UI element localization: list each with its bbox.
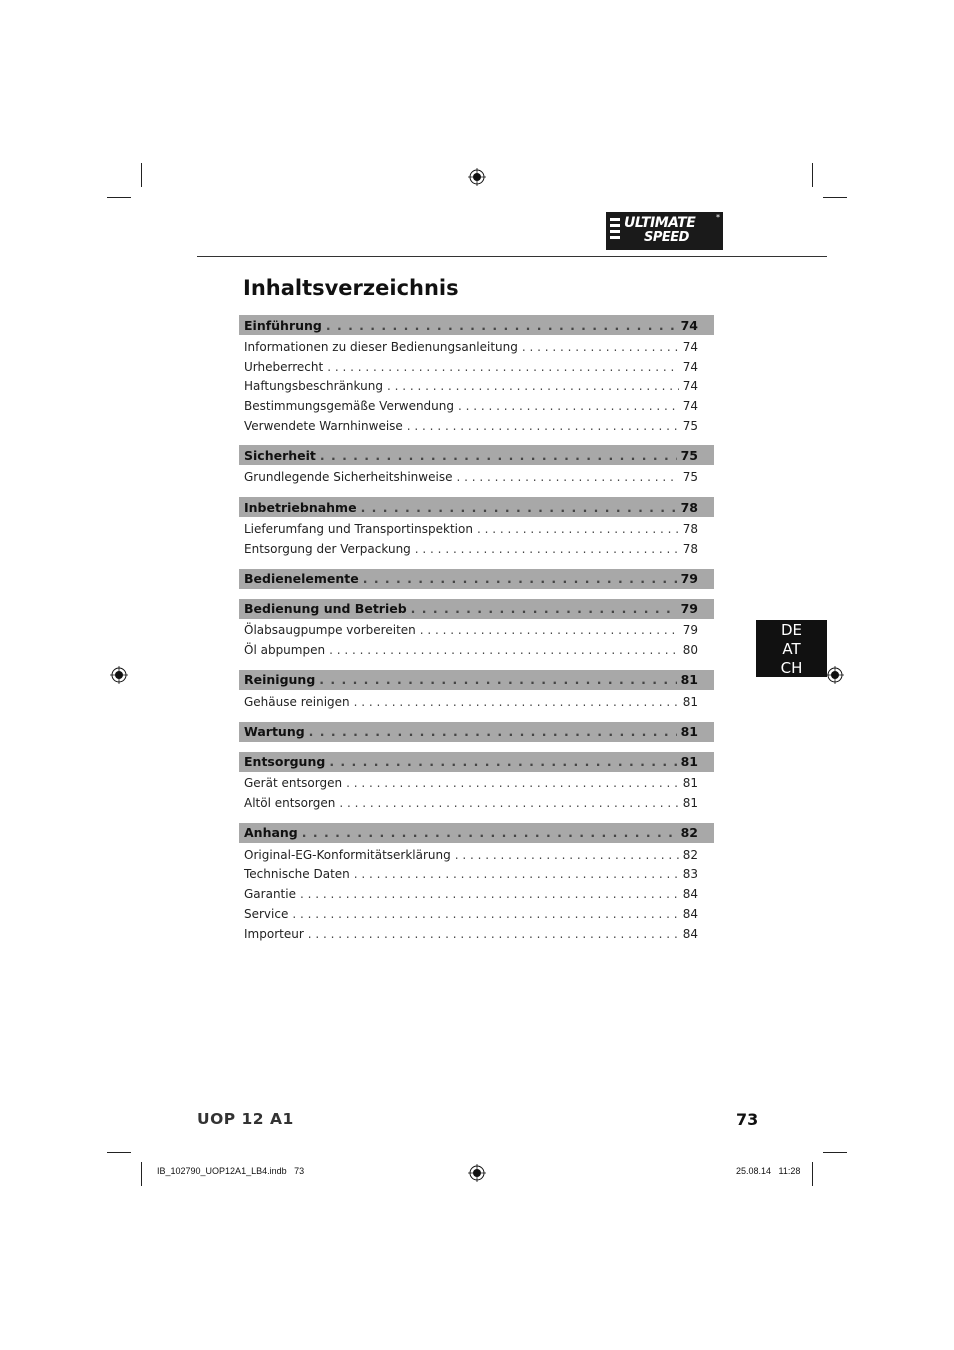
toc-section-heading[interactable] — [239, 722, 714, 742]
dot-leader — [309, 724, 677, 739]
dot-leader — [407, 419, 679, 433]
toc-section-heading[interactable] — [239, 497, 714, 517]
toc-entry-page: 74 — [682, 359, 698, 374]
dot-leader — [308, 927, 679, 941]
toc-entry[interactable] — [239, 467, 714, 487]
page-title: Inhaltsverzeichnis — [243, 276, 459, 300]
toc-section-heading[interactable] — [239, 569, 714, 589]
toc-section-heading[interactable] — [239, 315, 714, 335]
crop-mark — [141, 1162, 142, 1186]
toc-entry[interactable] — [239, 793, 714, 813]
file-info: IB_102790_UOP12A1_LB4.indb 73 — [157, 1166, 305, 1176]
toc-entry-label: Haftungsbeschränkung — [244, 379, 383, 394]
toc-section-page: 81 — [680, 754, 698, 770]
dot-leader — [300, 887, 679, 901]
registration-mark-icon — [110, 666, 128, 684]
toc-entry-page: 78 — [682, 521, 698, 536]
model-name: UOP 12 A1 — [197, 1110, 294, 1128]
dot-leader — [346, 776, 679, 790]
toc-section-heading[interactable] — [239, 599, 714, 619]
toc-entry-page: 74 — [682, 379, 698, 394]
toc-entry[interactable] — [239, 357, 714, 377]
toc-section-page: 78 — [680, 499, 698, 515]
toc-entry-page: 81 — [682, 796, 698, 811]
dot-leader — [354, 695, 679, 709]
dot-leader — [522, 340, 679, 354]
toc-section-page: 82 — [680, 825, 698, 841]
toc-entry-page: 80 — [682, 643, 698, 658]
print-timestamp: 25.08.14 11:28 — [736, 1166, 801, 1176]
logo-stripes-icon — [610, 218, 620, 244]
toc-entry[interactable] — [239, 621, 714, 641]
toc-entry[interactable] — [239, 640, 714, 660]
toc-entry[interactable] — [239, 692, 714, 712]
dot-leader — [329, 754, 676, 769]
logo-line-1: ULTIMATE — [624, 215, 696, 231]
toc-entry[interactable] — [239, 924, 714, 944]
dot-leader — [458, 399, 679, 413]
crop-mark — [823, 1152, 847, 1153]
toc-entry-label: Urheberrecht — [244, 359, 324, 374]
toc-entry-label: Lieferumfang und Transportinspektion — [244, 521, 473, 536]
dot-leader — [420, 623, 679, 637]
dot-leader — [329, 643, 679, 657]
toc-entry-page: 75 — [682, 470, 698, 485]
toc-entry-label: Informationen zu dieser Bedienungsanleitung — [244, 339, 518, 354]
language-tab — [756, 620, 827, 677]
language-code: AT — [782, 640, 801, 658]
crop-mark — [107, 1152, 131, 1153]
toc-section-title: Bedienung und Betrieb — [244, 601, 407, 616]
registration-mark-icon — [468, 168, 486, 186]
crop-mark — [823, 197, 847, 198]
dot-leader — [320, 448, 677, 463]
registration-mark-icon — [826, 666, 844, 684]
toc-entry-label: Grundlegende Sicherheitshinweise — [244, 470, 453, 485]
registration-mark-icon — [468, 1164, 486, 1182]
dot-leader — [415, 542, 679, 556]
dot-leader — [339, 796, 678, 810]
toc-section-heading[interactable] — [239, 445, 714, 465]
toc-entry-label: Technische Daten — [244, 867, 350, 882]
toc-entry-page: 81 — [682, 776, 698, 791]
toc-entry[interactable] — [239, 884, 714, 904]
toc-entry-page: 75 — [682, 418, 698, 433]
toc-entry-page: 84 — [682, 926, 698, 941]
toc-entry[interactable] — [239, 376, 714, 396]
toc-entry[interactable] — [239, 416, 714, 436]
toc-entry-page: 79 — [682, 623, 698, 638]
language-code: CH — [780, 659, 803, 677]
toc-entry-label: Gerät entsorgen — [244, 776, 343, 791]
toc-section-page: 81 — [680, 672, 698, 688]
toc-entry-label: Bestimmungsgemäße Verwendung — [244, 398, 455, 413]
toc-section-heading[interactable] — [239, 752, 714, 772]
toc-section-title: Inbetriebnahme — [244, 499, 357, 515]
toc-section-title: Entsorgung — [244, 754, 326, 770]
toc-section-page: 79 — [680, 601, 698, 616]
toc-entry[interactable] — [239, 845, 714, 865]
brand-logo — [606, 212, 723, 250]
toc-entry-label: Verwendete Warnhinweise — [244, 418, 403, 433]
toc-entry[interactable] — [239, 539, 714, 559]
toc-entry-page: 74 — [682, 398, 698, 413]
toc-entry-page: 83 — [682, 867, 698, 882]
crop-mark — [107, 197, 131, 198]
dot-leader — [319, 672, 676, 687]
toc-entry-label: Altöl entsorgen — [244, 796, 336, 811]
logo-line-2: SPEED — [644, 230, 689, 245]
dot-leader — [363, 571, 677, 586]
toc-entry-label: Gehäuse reinigen — [244, 694, 350, 709]
toc-section-page: 81 — [680, 724, 698, 740]
toc-entry-label: Service — [244, 906, 289, 921]
toc-entry-label: Ölabsaugpumpe vorbereiten — [244, 623, 416, 638]
toc-entry-page: 74 — [682, 339, 698, 354]
dot-leader — [292, 907, 678, 921]
toc-entry-page: 84 — [682, 906, 698, 921]
toc-entry-label: Entsorgung der Verpackung — [244, 541, 411, 556]
toc-section-title: Bedienelemente — [244, 571, 359, 586]
toc-section-title: Anhang — [244, 825, 298, 841]
dot-leader — [477, 522, 679, 536]
toc-entry-page: 78 — [682, 541, 698, 556]
page-number: 73 — [736, 1110, 759, 1129]
toc-entry[interactable] — [239, 774, 714, 794]
dot-leader — [354, 867, 679, 881]
toc-section-page: 75 — [680, 447, 698, 463]
toc-section-title: Wartung — [244, 724, 305, 740]
toc-section-title: Reinigung — [244, 672, 316, 688]
toc-entry-page: 82 — [682, 847, 698, 862]
toc-entry[interactable] — [239, 865, 714, 885]
dot-leader — [387, 379, 679, 393]
toc-entry-label: Importeur — [244, 926, 304, 941]
dot-leader — [326, 318, 677, 333]
toc-section-page: 74 — [680, 317, 698, 333]
toc-section-title: Sicherheit — [244, 447, 316, 463]
toc-entry-label: Öl abpumpen — [244, 643, 326, 658]
toc-section-heading[interactable] — [239, 823, 714, 843]
toc-section-heading[interactable] — [239, 670, 714, 690]
header-rule — [197, 256, 827, 257]
dot-leader — [455, 848, 679, 862]
dot-leader — [302, 825, 677, 840]
table-of-contents — [239, 315, 714, 943]
toc-section-page: 79 — [680, 571, 698, 586]
toc-entry[interactable] — [239, 904, 714, 924]
dot-leader — [327, 360, 679, 374]
logo-mark: * — [716, 213, 720, 222]
toc-entry-label: Original-EG-Konformitätserklärung — [244, 847, 451, 862]
crop-mark — [141, 163, 142, 187]
toc-entry[interactable] — [239, 396, 714, 416]
toc-section-title: Einführung — [244, 317, 322, 333]
toc-entry-label: Garantie — [244, 887, 296, 902]
toc-entry-page: 81 — [682, 694, 698, 709]
dot-leader — [411, 601, 677, 616]
dot-leader — [361, 500, 677, 515]
toc-entry-page: 84 — [682, 887, 698, 902]
toc-entry[interactable] — [239, 519, 714, 539]
toc-entry[interactable] — [239, 337, 714, 357]
crop-mark — [812, 163, 813, 187]
language-code: DE — [780, 621, 803, 639]
dot-leader — [456, 470, 678, 484]
crop-mark — [812, 1162, 813, 1186]
